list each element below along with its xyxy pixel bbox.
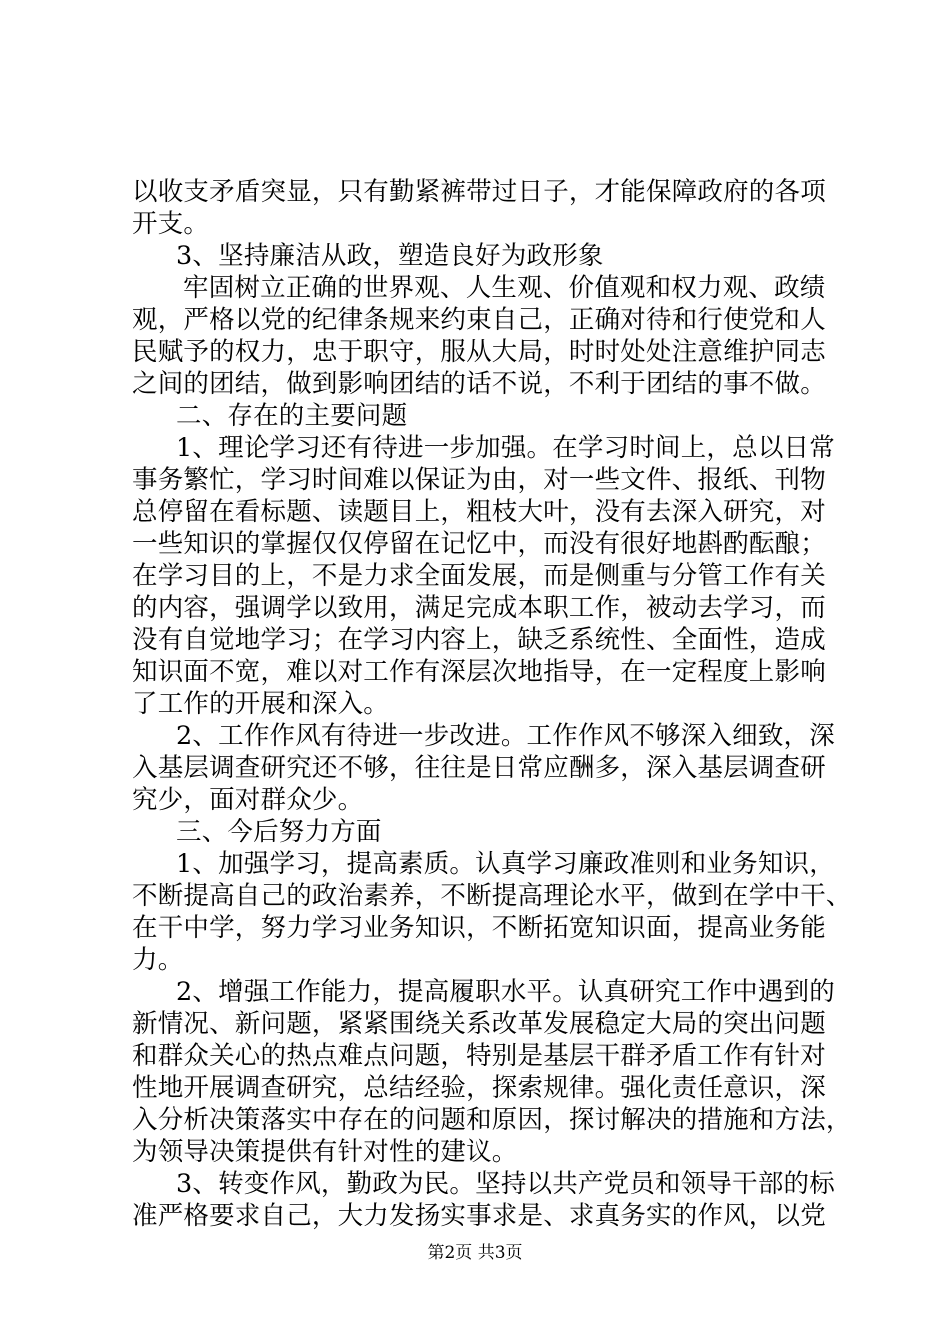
text-line: 一些知识的掌握仅仅停留在记忆中，而没有很好地斟酌酝酿； xyxy=(132,529,826,559)
text-line: 新情况、新问题，紧紧围绕关系改革发展稳定大局的突出问题 xyxy=(132,1009,826,1039)
text-line: 的内容，强调学以致用，满足完成本职工作，被动去学习，而 xyxy=(132,593,826,623)
text-line: 和群众关心的热点难点问题，特别是基层干群矛盾工作有针对 xyxy=(132,1041,826,1071)
section-heading: 三、今后努力方面 xyxy=(176,817,382,847)
text-line: 不断提高自己的政治素养，不断提高理论水平，做到在学中干、 xyxy=(132,881,852,911)
text-line: 入分析决策落实中存在的问题和原因，探讨解决的措施和方法， xyxy=(132,1105,852,1135)
text-line: 事务繁忙，学习时间难以保证为由，对一些文件、报纸、刊物 xyxy=(132,465,826,495)
text-line: 开支。 xyxy=(132,209,210,239)
text-line: 究少，面对群众少。 xyxy=(132,785,364,815)
text-line: 知识面不宽，难以对工作有深层次地指导，在一定程度上影响 xyxy=(132,657,826,687)
text-line: 没有自觉地学习；在学习内容上，缺乏系统性、全面性，造成 xyxy=(132,625,826,655)
section-heading: 二、存在的主要问题 xyxy=(176,401,408,431)
text-line: 在学习目的上，不是力求全面发展，而是侧重与分管工作有关 xyxy=(132,561,826,591)
text-line: 民赋予的权力，忠于职守，服从大局，时时处处注意维护同志 xyxy=(132,337,826,367)
text-line: 力。 xyxy=(132,945,184,975)
text-line: 以收支矛盾突显，只有勤紧裤带过日子，才能保障政府的各项 xyxy=(132,177,826,207)
text-line: 总停留在看标题、读题目上，粗枝大叶，没有去深入研究，对 xyxy=(132,497,826,527)
text-line: 牢固树立正确的世界观、人生观、价值观和权力观、政绩 xyxy=(183,273,826,303)
text-line: 1、理论学习还有待进一步加强。在学习时间上，总以日常 xyxy=(176,433,835,463)
text-line: 为领导决策提供有针对性的建议。 xyxy=(132,1137,518,1167)
page-footer: 第2页 共3页 xyxy=(427,1243,523,1263)
section-heading: 3、坚持廉洁从政，塑造良好为政形象 xyxy=(176,241,604,271)
text-line: 2、增强工作能力，提高履职水平。认真研究工作中遇到的 xyxy=(176,977,835,1007)
text-line: 3、转变作风，勤政为民。坚持以共产党员和领导干部的标 xyxy=(176,1169,835,1199)
text-line: 之间的团结，做到影响团结的话不说，不利于团结的事不做。 xyxy=(132,369,826,399)
text-line: 性地开展调查研究，总结经验，探索规律。强化责任意识，深 xyxy=(132,1073,826,1103)
text-line: 了工作的开展和深入。 xyxy=(132,689,390,719)
text-line: 入基层调查研究还不够，往往是日常应酬多，深入基层调查研 xyxy=(132,753,826,783)
text-line: 1、加强学习，提高素质。认真学习廉政准则和业务知识， xyxy=(176,849,835,879)
text-line: 准严格要求自己，大力发扬实事求是、求真务实的作风，以党 xyxy=(132,1201,826,1231)
text-line: 在干中学，努力学习业务知识，不断拓宽知识面，提高业务能 xyxy=(132,913,826,943)
text-line: 观，严格以党的纪律条规来约束自己，正确对待和行使党和人 xyxy=(132,305,826,335)
text-line: 2、工作作风有待进一步改进。工作作风不够深入细致，深 xyxy=(176,721,835,751)
